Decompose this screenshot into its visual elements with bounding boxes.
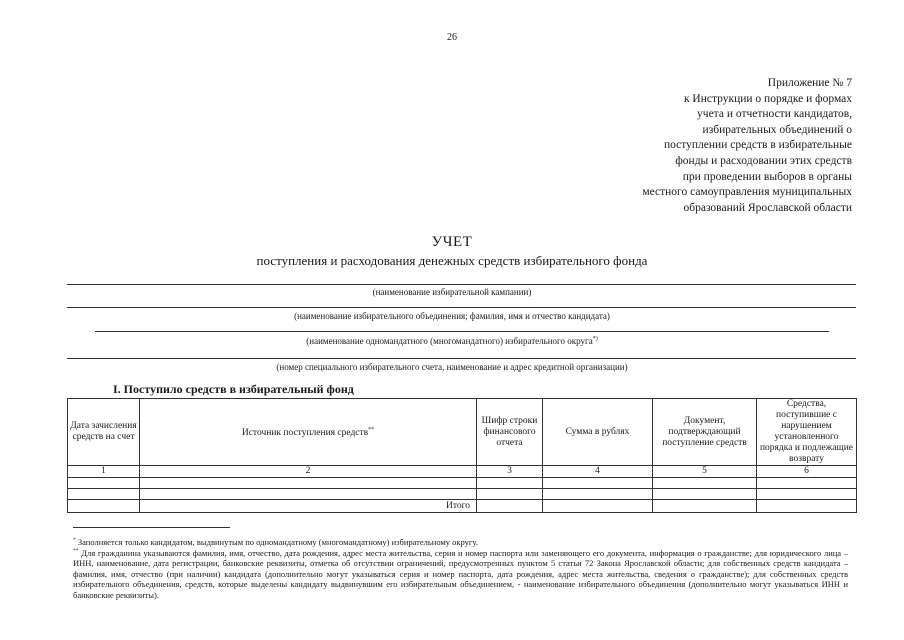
district-caption [0,336,904,346]
section-title: I. Поступило средств в избирательный фонд [113,382,354,396]
column-number: 3 [477,466,543,478]
total-violations-cell[interactable] [757,500,857,513]
header-source [140,399,477,466]
appendix-line: к Инструкции о порядке и формах [683,92,852,105]
appendix-line: фонды и расходовании этих средств [675,154,852,167]
table-cell[interactable] [477,478,543,489]
appendix-line: учета и отчетности кандидатов, [697,108,852,121]
table-header-row [68,399,857,466]
footnote-1-mark: * [73,537,76,544]
fund-receipts-table [67,398,857,513]
header-violations: Средства, поступившие с нарушением установленного порядка и подлежащие возврату [757,399,857,466]
footnote-1-text: Заполняется только кандидатом, выдвинутым по одномандатному (многомандатному) избирательному округу. [77,537,478,547]
column-number: 2 [140,466,477,478]
page-number: 26 [447,32,457,43]
column-number-row [68,466,857,478]
appendix-line: избирательных объединений о [702,123,852,136]
document-title: УЧЕТ [431,234,473,250]
table-row [68,478,857,489]
footnote-separator [73,527,230,528]
table-cell[interactable] [543,478,653,489]
header-source-footnote-mark: ** [368,426,375,433]
total-code-cell[interactable] [477,500,543,513]
table-cell[interactable] [68,478,140,489]
table-cell[interactable] [653,489,757,500]
table-cell[interactable] [477,489,543,500]
footnote-2-text: Для гражданина указываются фамилия, имя, отчество, дата рождения, адрес места жительства, серия и номер паспорта или заменяющего его документа, информация о гражданстве; для юридического лица – ИНН, наименование, дата регистрации, банковские реквизиты, отметка об отсутствии ограничений, предусмотренных пунктом 5 статьи 72 Закона Ярославской области; для собственных средств кандидата – фамилия, имя, отчество (при наличии) кандидата (дополнительно могут указываться серия и номер паспорта, дата рождения, адрес места жительства, сведения о гражданстве); для собственных средств избирательного объединения, средств, которые выделены кандидату выдвинувшим его избирательным объединением, - наименование избирательного объединения (дополнительно могут указываться ИНН и банковские реквизиты). [73,547,848,600]
appendix-line: образований Ярославской области [683,201,852,214]
header-date: Дата зачисления средств на счет [68,399,140,466]
total-document-cell[interactable] [653,500,757,513]
header-document: Документ, подтверждающий поступление средств [653,399,757,466]
campaign-name-line [67,284,856,285]
header-source-text: Источник поступления средств [241,428,369,439]
column-number: 5 [653,466,757,478]
table-cell[interactable] [140,478,477,489]
table-cell[interactable] [543,489,653,500]
appendix-line: при проведении выборов в органы [682,170,852,183]
header-sum: Сумма в рублях [543,399,653,466]
table-cell[interactable] [757,489,857,500]
column-number: 6 [757,466,857,478]
account-line [67,358,856,359]
column-number: 1 [68,466,140,478]
table-cell[interactable] [68,489,140,500]
document-subtitle: поступления и расходования денежных средств избирательного фонда [256,253,648,268]
table-cell[interactable] [140,489,477,500]
table-cell[interactable] [757,478,857,489]
footnote-2 [73,546,848,600]
header-code: Шифр строки финансового отчета [477,399,543,466]
table-row [68,489,857,500]
district-caption-footnote-mark: *) [592,336,598,342]
association-candidate-line [67,307,856,308]
total-row [68,500,857,513]
footnote-2-mark: ** [73,548,79,554]
account-caption: (номер специального избирательного счета, наименование и адрес кредитной организации) [276,362,628,372]
district-line [95,331,829,332]
campaign-name-caption: (наименование избирательной кампании) [372,287,532,297]
appendix-line: Приложение № 7 [767,77,852,89]
district-caption-text: (наименование одномандатного (многомандатного) избирательного округа [306,336,593,346]
appendix-header [552,76,852,216]
appendix-line: поступлении средств в избирательные [663,139,852,152]
table-cell[interactable] [653,478,757,489]
total-label: Итого [140,500,477,513]
total-date-cell [68,500,140,513]
column-number: 4 [543,466,653,478]
association-candidate-caption: (наименование избирательного объединения; фамилия, имя и отчество кандидата) [294,311,610,321]
total-sum-cell[interactable] [543,500,653,513]
appendix-line: местного самоуправления муниципальных [642,186,852,199]
